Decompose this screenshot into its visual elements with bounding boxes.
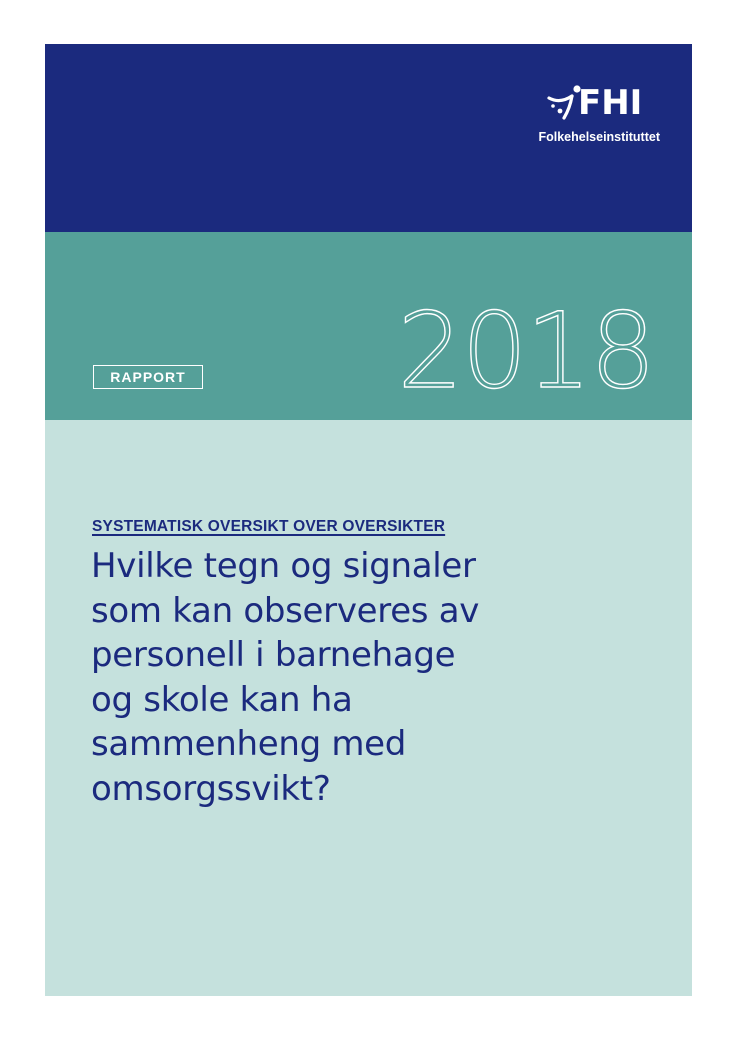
report-cover <box>45 44 692 996</box>
report-type-badge: RAPPORT <box>93 365 203 389</box>
title-line: sammenheng med <box>91 724 407 764</box>
title-line: og skole kan ha <box>91 679 353 720</box>
header-band <box>45 44 692 232</box>
fhi-logo <box>490 84 660 154</box>
logo-subtitle: Folkehelseinstituttet <box>538 130 660 144</box>
report-kicker: SYSTEMATISK OVERSIKT OVER OVERSIKTER <box>92 518 446 535</box>
report-year: 2018 <box>397 290 654 412</box>
title-line: omsorgssvikt? <box>91 768 331 809</box>
logo-text: FHI <box>578 83 643 123</box>
title-line: Hvilke tegn og signaler <box>91 546 476 586</box>
report-title <box>91 544 561 811</box>
title-line: som kan observeres av <box>91 590 480 631</box>
title-line: personell i barnehage <box>91 635 456 675</box>
